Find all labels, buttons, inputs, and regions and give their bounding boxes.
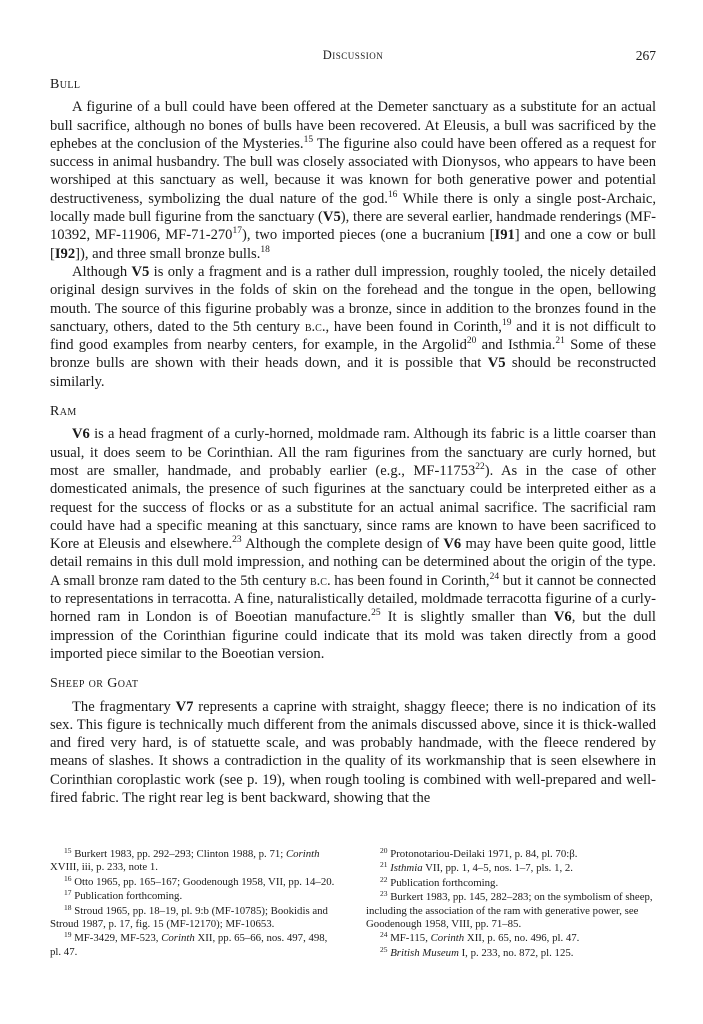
footnote-ref-22: 22 xyxy=(475,461,485,472)
page-number: 267 xyxy=(635,48,656,63)
section-heading-bull: Bull xyxy=(50,77,81,92)
catalog-ref-i91: I91 xyxy=(494,227,515,244)
footnote-15: $^{15}$ Burkert 1983, pp. 292–293; Clinton 1988, p. 71; Corinth XVIII, iii, p. 233, note 1. xyxy=(50,846,320,874)
page-header xyxy=(50,48,656,68)
section-heading-ram: Ram xyxy=(50,404,77,420)
footnote-23: $^{23}$ Burkert 1983, pp. 145, 282–283; on the symbolism of sheep, including the association of the ram with generative power, see Goodenough 1958, VIII, pp. 71–85. xyxy=(366,889,653,931)
section-heading-sheep-or-goat: Sheep or Goat xyxy=(50,676,139,692)
catalog-ref-v5: V5 xyxy=(487,355,506,372)
catalog-ref-v6: V6 xyxy=(443,536,462,553)
catalog-ref-v7: V7 xyxy=(175,698,194,715)
footnote-24: $^{24}$ MF-115, Corinth XII, p. 65, no. 496, pl. 47. xyxy=(380,930,580,945)
footnote-ref-20: 20 xyxy=(466,336,477,347)
footnotes-left-column xyxy=(50,848,340,961)
footnote-16: $^{16}$ Otto 1965, pp. 165–167; Goodenough 1958, VII, pp. 14–20. xyxy=(64,873,335,888)
ram-paragraph-1: V6 is a head fragment of a curly-horned, moldmade ram. Although its fabric is a little coarser than usual, it does seem to be Corinthian. All the ram figurines from the sanctuary are curly horned, but most are smaller, handmade, and probably earlier (e.g., MF-11753$^{22}$). As in the case of other domesticated animals, the presence of such figurines at the sanctuary could be interpreted either as a request for the success of flocks or as a substitute for an actual animal sacrifice. The sacrificial ram could have had a specific meaning at this sanctuary, since rams are known to have been sacrificed to Kore at Eleusis and elsewhere.$^{23}$ Although the complete design of V6 may have been quite good, little detail remains in this dull mold impression, and nothing can be determined about the origin of the type. A small bronze ram dated to the 5th century b.c. has been found in Corinth,$^{24}$ but it cannot be connected to representations in terracotta. A fine, naturalistically detailed, moldmade terracotta figurine of a curly-horned ram in London is of Boeotian manufacture.$^{25}$ It is slightly smaller than V6, but the dull impression of the Corinthian figurine could indicate that its mold was taken directly from a good imported piece similar to the Boeotian version. xyxy=(50,426,657,662)
footnote-18: $^{18}$ Stroud 1965, pp. 18–19, pl. 9:b (MF-10785); Bookidis and Stroud 1987, p. 17, fig. 15 (MF-12170); MF-10653. xyxy=(50,902,328,931)
footnote-ref-23: 23 xyxy=(232,535,242,546)
catalog-ref-v5: V5 xyxy=(322,209,341,226)
footnotes xyxy=(50,848,656,961)
footnotes-right-column xyxy=(366,848,656,961)
footnote-ref-25: 25 xyxy=(371,608,381,619)
footnote-ref-24: 24 xyxy=(489,571,500,582)
footnote-ref-19: 19 xyxy=(501,317,512,328)
footnote-20: $^{20}$ Protonotariou-Deilaki 1971, p. 84, pl. 70:β. xyxy=(380,846,578,860)
catalog-ref-i92: I92 xyxy=(54,245,76,262)
footnote-ref-16: 16 xyxy=(387,189,398,200)
footnote-25: $^{25}$ British Museum I, p. 233, no. 872, pl. 125. xyxy=(380,944,574,959)
bull-paragraph-2: Although V5 is only a fragment and is a rather dull impression, roughly tooled, the nicely detailed original design survives in the folds of skin on the forehead and the tongue in the open, bellowing mouth. The source of this figurine probably was a bronze, since in addition to the bronzes found in the sanctuary, others, dated to the 5th century b.c., have been found in Corinth,$^{19}$ and it is not difficult to find good examples from nearby centers, for example, in the Argolid$^{20}$ and Isthmia.$^{21}$ Some of these bronze bulls are shown with their heads down, and it is possible that V5 should be reconstructed similarly. xyxy=(50,263,657,390)
sheep-paragraph-1: The fragmentary V7 represents a caprine with straight, shaggy fleece; there is no indication of its sex. This figure is technically much different from the animals discussed above, since it is thick-walled and fired very hard, is of statuette scale, and was probably handmade, with the fleece rendered by means of slashes. It shows a contradiction in the quality of its workmanship that is seen elsewhere in Corinthian coroplastic work (see p. 19), when rough tooling is combined with well-prepared and well-fired fabric. The right rear leg is bent backward, showing that the xyxy=(50,698,656,806)
catalog-ref-v5: V5 xyxy=(131,263,150,280)
footnote-ref-21: 21 xyxy=(555,336,565,347)
footnote-ref-17: 17 xyxy=(232,226,242,237)
catalog-ref-v6: V6 xyxy=(72,426,90,443)
footnote-21: $^{21}$ Isthmia VII, pp. 1, 4–5, nos. 1–7, pls. 1, 2. xyxy=(380,860,573,875)
footnote-19: $^{19}$ MF-3429, MF-523, Corinth XII, pp. 65–66, nos. 497, 498, pl. 47. xyxy=(50,930,328,958)
body-text xyxy=(50,76,656,807)
footnote-ref-15: 15 xyxy=(303,134,314,145)
footnote-22: $^{22}$ Publication forthcoming. xyxy=(380,874,499,889)
bull-paragraph-1: A figurine of a bull could have been offered at the Demeter sanctuary as a substitute for an actual bull sacrifice, although no bones of bulls have been recovered. At Eleusis, a bull was sacrificed by the ephebes at the conclusion of the Mysteries.$^{15}$ The figurine also could have been offered as a request for success in animal husbandry. The bull was closely associated with Dionysos, who appears to have been worshiped at this sanctuary as well, because it was known for both generative power and potential destructiveness, symbolizing the dual nature of the god.$^{16}$ While there is only a single post-Archaic, locally made bull figurine from the sanctuary (V5), there are several earlier, handmade renderings (MF-10392, MF-11906, $MF-71-270^{17}$), two imported pieces (one a bucranium [I91] and one a cow or bull [I92]), and three small bronze bulls.$^{18}$ xyxy=(50,99,657,262)
catalog-ref-v6: V6 xyxy=(553,609,572,626)
footnote-17: $^{17}$ Publication forthcoming. xyxy=(64,888,183,903)
running-head: Discussion xyxy=(322,48,384,62)
footnote-ref-18: 18 xyxy=(260,244,270,255)
